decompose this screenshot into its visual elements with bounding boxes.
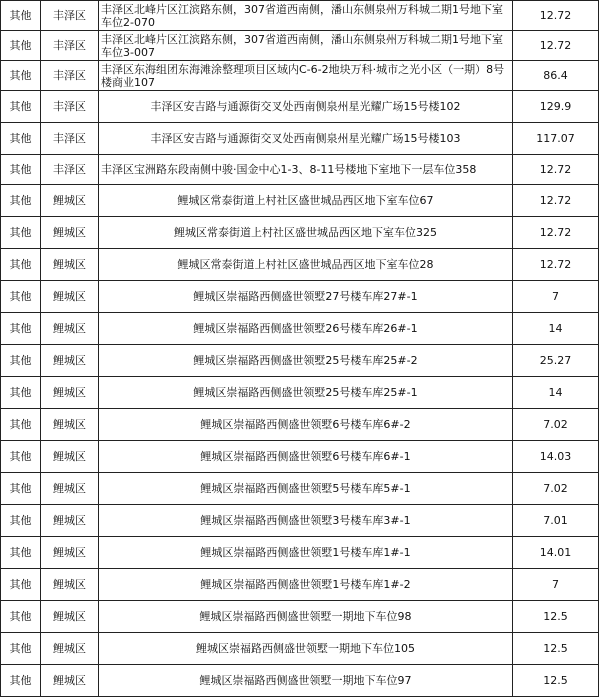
location-cell: 鲤城区崇福路西侧盛世领墅5号楼车库5#-1 [99,473,513,505]
district-cell: 鲤城区 [41,633,99,665]
location-cell: 鲤城区崇福路西侧盛世领墅27号楼车库27#-1 [99,281,513,313]
district-cell: 鲤城区 [41,185,99,217]
area-cell: 25.27 [513,345,599,377]
district-cell: 鲤城区 [41,537,99,569]
location-cell: 鲤城区常泰街道上村社区盛世城品西区地下室车位28 [99,249,513,281]
location-cell: 丰泽区安吉路与通源街交叉处西南侧泉州星光耀广场15号楼103 [99,123,513,155]
district-cell: 鲤城区 [41,313,99,345]
table-row [1,409,599,441]
table-row [1,601,599,633]
district-cell: 丰泽区 [41,1,99,31]
type-cell: 其他 [1,61,41,91]
location-cell: 丰泽区北峰片区江滨路东侧，307省道西南侧，潘山东侧泉州万科城二期1号地下室车位2-070 [99,1,513,31]
type-cell: 其他 [1,345,41,377]
type-cell: 其他 [1,313,41,345]
location-cell: 丰泽区北峰片区江滨路东侧，307省道西南侧，潘山东侧泉州万科城二期1号地下室车位3-007 [99,31,513,61]
table-row [1,345,599,377]
location-cell: 鲤城区崇福路西侧盛世领墅25号楼车库25#-1 [99,377,513,409]
area-cell: 12.5 [513,601,599,633]
district-cell: 鲤城区 [41,249,99,281]
area-cell: 7 [513,569,599,601]
location-cell: 鲤城区常泰街道上村社区盛世城品西区地下室车位67 [99,185,513,217]
area-cell: 7.01 [513,505,599,537]
type-cell: 其他 [1,249,41,281]
type-cell: 其他 [1,1,41,31]
type-cell: 其他 [1,665,41,697]
area-cell: 12.72 [513,1,599,31]
table-row [1,155,599,185]
area-cell: 7.02 [513,409,599,441]
property-table-body [1,1,599,697]
location-cell: 鲤城区崇福路西侧盛世领墅25号楼车库25#-2 [99,345,513,377]
table-row [1,665,599,697]
type-cell: 其他 [1,473,41,505]
type-cell: 其他 [1,505,41,537]
district-cell: 鲤城区 [41,217,99,249]
table-row [1,281,599,313]
location-cell: 鲤城区崇福路西侧盛世领墅26号楼车库26#-1 [99,313,513,345]
table-row [1,441,599,473]
area-cell: 12.72 [513,249,599,281]
type-cell: 其他 [1,217,41,249]
table-row [1,185,599,217]
type-cell: 其他 [1,409,41,441]
location-cell: 鲤城区崇福路西侧盛世领墅一期地下车位105 [99,633,513,665]
table-row [1,249,599,281]
type-cell: 其他 [1,155,41,185]
table-row [1,31,599,61]
district-cell: 鲤城区 [41,345,99,377]
table-row [1,217,599,249]
location-cell: 鲤城区崇福路西侧盛世领墅3号楼车库3#-1 [99,505,513,537]
area-cell: 7.02 [513,473,599,505]
district-cell: 鲤城区 [41,569,99,601]
location-cell: 鲤城区常泰街道上村社区盛世城品西区地下室车位325 [99,217,513,249]
location-cell: 鲤城区崇福路西侧盛世领墅1号楼车库1#-1 [99,537,513,569]
district-cell: 鲤城区 [41,377,99,409]
district-cell: 丰泽区 [41,61,99,91]
area-cell: 14.03 [513,441,599,473]
area-cell: 117.07 [513,123,599,155]
district-cell: 丰泽区 [41,31,99,61]
type-cell: 其他 [1,601,41,633]
area-cell: 14.01 [513,537,599,569]
district-cell: 鲤城区 [41,441,99,473]
location-cell: 丰泽区安吉路与通源街交叉处西南侧泉州星光耀广场15号楼102 [99,91,513,123]
area-cell: 86.4 [513,61,599,91]
location-cell: 鲤城区崇福路西侧盛世领墅1号楼车库1#-2 [99,569,513,601]
district-cell: 丰泽区 [41,91,99,123]
table-row [1,633,599,665]
table-row [1,91,599,123]
location-cell: 丰泽区东海组团东海滩涂整理项目区域内C-6-2地块万科·城市之光小区（一期）8号楼商业107 [99,61,513,91]
type-cell: 其他 [1,281,41,313]
district-cell: 丰泽区 [41,155,99,185]
district-cell: 丰泽区 [41,123,99,155]
type-cell: 其他 [1,377,41,409]
location-cell: 鲤城区崇福路西侧盛世领墅一期地下车位98 [99,601,513,633]
area-cell: 12.5 [513,665,599,697]
type-cell: 其他 [1,569,41,601]
area-cell: 7 [513,281,599,313]
district-cell: 鲤城区 [41,505,99,537]
type-cell: 其他 [1,537,41,569]
type-cell: 其他 [1,633,41,665]
area-cell: 14 [513,377,599,409]
table-row [1,1,599,31]
type-cell: 其他 [1,123,41,155]
type-cell: 其他 [1,31,41,61]
district-cell: 鲤城区 [41,601,99,633]
district-cell: 鲤城区 [41,665,99,697]
area-cell: 129.9 [513,91,599,123]
table-row [1,61,599,91]
table-row [1,505,599,537]
area-cell: 12.72 [513,217,599,249]
type-cell: 其他 [1,91,41,123]
table-row [1,313,599,345]
type-cell: 其他 [1,441,41,473]
area-cell: 12.72 [513,185,599,217]
area-cell: 12.72 [513,155,599,185]
location-cell: 丰泽区宝洲路东段南侧中骏·国金中心1-3、8-11号楼地下室地下一层车位358 [99,155,513,185]
area-cell: 12.5 [513,633,599,665]
district-cell: 鲤城区 [41,473,99,505]
table-row [1,473,599,505]
table-row [1,537,599,569]
area-cell: 12.72 [513,31,599,61]
type-cell: 其他 [1,185,41,217]
table-row [1,123,599,155]
location-cell: 鲤城区崇福路西侧盛世领墅一期地下车位97 [99,665,513,697]
table-row [1,377,599,409]
area-cell: 14 [513,313,599,345]
table-row [1,569,599,601]
district-cell: 鲤城区 [41,281,99,313]
location-cell: 鲤城区崇福路西侧盛世领墅6号楼车库6#-2 [99,409,513,441]
district-cell: 鲤城区 [41,409,99,441]
location-cell: 鲤城区崇福路西侧盛世领墅6号楼车库6#-1 [99,441,513,473]
